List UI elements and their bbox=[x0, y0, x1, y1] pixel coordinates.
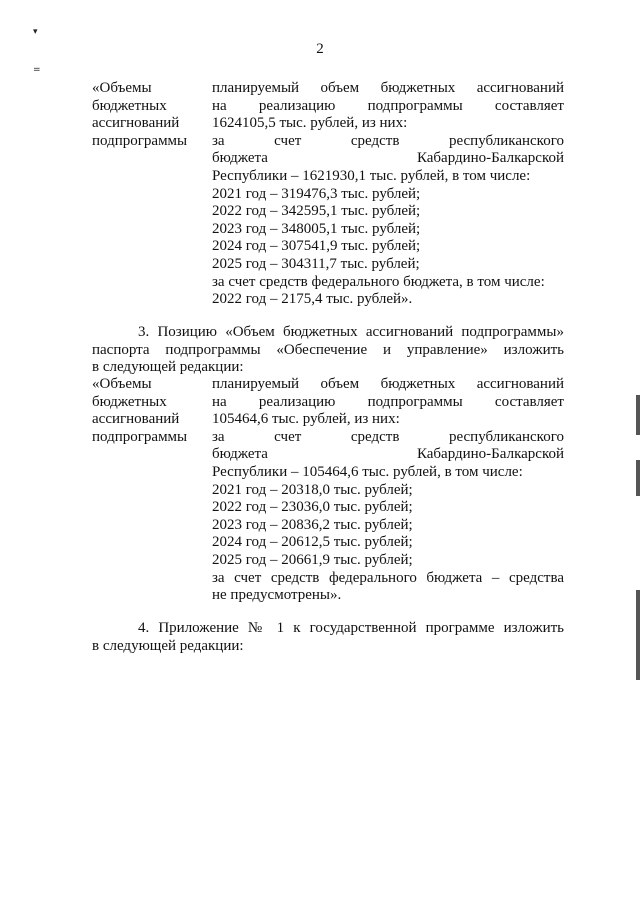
label-line: бюджетных bbox=[92, 393, 167, 410]
paragraph-3 bbox=[92, 324, 564, 377]
content-line: планируемый объем бюджетных ассигнований bbox=[212, 376, 564, 392]
content-line: Республики – 105464,6 тыс. рублей, в том числе: bbox=[212, 463, 523, 480]
content-line: 2021 год – 319476,3 тыс. рублей; bbox=[212, 185, 421, 202]
label-line: ассигнований bbox=[92, 411, 180, 428]
passport-block-1-label bbox=[92, 80, 202, 150]
content-line: 2021 год – 20318,0 тыс. рублей; bbox=[212, 481, 413, 498]
content-line: на реализацию подпрограммы составляет bbox=[212, 393, 564, 410]
paragraph-line: 3. Позицию «Объем бюджетных ассигнований подпрограммы» bbox=[138, 324, 564, 340]
content-line: 2023 год – 20836,2 тыс. рублей; bbox=[212, 516, 413, 533]
paragraph-4 bbox=[92, 620, 564, 655]
page-number: 2 bbox=[316, 41, 324, 57]
paragraph-line: в следующей редакции: bbox=[92, 359, 244, 376]
content-line: не предусмотрены». bbox=[212, 587, 342, 604]
label-line: подпрограммы bbox=[92, 132, 188, 149]
content-line: 1624105,5 тыс. рублей, из них: bbox=[212, 115, 408, 132]
content-line: 2022 год – 23036,0 тыс. рублей; bbox=[212, 499, 413, 516]
content-line: 2025 год – 20661,9 тыс. рублей; bbox=[212, 551, 413, 568]
label-line: бюджетных bbox=[92, 97, 167, 114]
content-line: за счет средств федерального бюджета – средства bbox=[212, 569, 564, 586]
label-line: ассигнований bbox=[92, 115, 180, 132]
content-line: 2023 год – 348005,1 тыс. рублей; bbox=[212, 220, 421, 237]
content-line: 2024 год – 20612,5 тыс. рублей; bbox=[212, 534, 413, 551]
content-line: Республики – 1621930,1 тыс. рублей, в том числе: bbox=[212, 167, 531, 184]
paragraph-line: паспорта подпрограммы «Обеспечение и управление» изложить bbox=[92, 341, 564, 358]
paragraph-line: 4. Приложение № 1 к государственной программе изложить bbox=[138, 620, 564, 636]
content-line: 2022 год – 2175,4 тыс. рублей». bbox=[212, 291, 413, 308]
content-line: на реализацию подпрограммы составляет bbox=[212, 97, 564, 114]
passport-block-1 bbox=[0, 80, 640, 310]
content-line: бюджета Кабардино-Балкарской bbox=[212, 150, 564, 167]
content-line: 2025 год – 304311,7 тыс. рублей; bbox=[212, 255, 420, 272]
content-line: за счет средств федерального бюджета, в том числе: bbox=[212, 273, 545, 290]
passport-block-2-label bbox=[92, 376, 202, 446]
content-line: за счет средств республиканского bbox=[212, 132, 564, 149]
scan-mark: ▾ bbox=[33, 27, 38, 37]
content-line: 2024 год – 307541,9 тыс. рублей; bbox=[212, 238, 421, 255]
content-line: за счет средств республиканского bbox=[212, 428, 564, 445]
passport-block-2 bbox=[0, 376, 640, 606]
label-line: «Объемы bbox=[92, 80, 152, 96]
content-line: бюджета Кабардино-Балкарской bbox=[212, 446, 564, 463]
passport-block-2-content bbox=[212, 376, 564, 605]
scan-mark: = bbox=[33, 65, 41, 75]
label-line: подпрограммы bbox=[92, 428, 188, 445]
content-line: 2022 год – 342595,1 тыс. рублей; bbox=[212, 203, 421, 220]
content-line: планируемый объем бюджетных ассигнований bbox=[212, 80, 564, 96]
passport-block-1-content bbox=[212, 80, 564, 309]
paragraph-line: в следующей редакции: bbox=[92, 637, 244, 654]
content-line: 105464,6 тыс. рублей, из них: bbox=[212, 411, 400, 428]
label-line: «Объемы bbox=[92, 376, 152, 392]
